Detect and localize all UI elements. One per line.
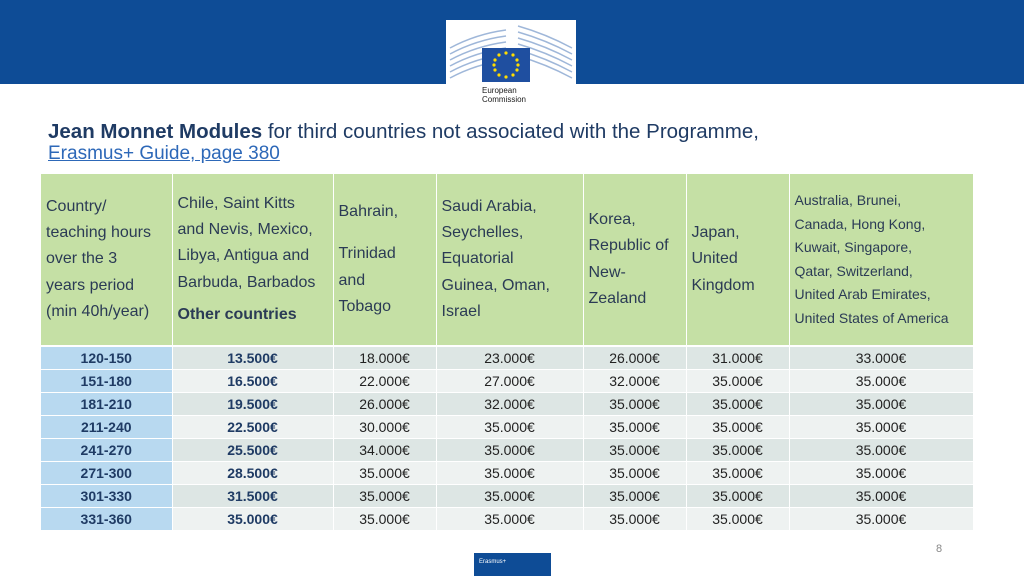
amount-cell: 26.000€ [333,393,436,416]
table-body [41,347,973,531]
table-header-row [41,174,973,345]
ec-building-icon [446,20,576,86]
amount-cell: 35.000€ [686,462,789,485]
table-row [41,347,973,370]
hours-range-cell: 241-270 [41,439,172,462]
amount-cell: 35.000€ [583,393,686,416]
funding-table [41,174,974,531]
amount-cell: 35.000€ [686,485,789,508]
amount-cell: 35.000€ [436,508,583,531]
amount-cell: 34.000€ [333,439,436,462]
european-commission-logo [446,20,576,108]
header-korea-group: Korea, Republic of New- Zealand [583,174,686,345]
table-row [41,416,973,439]
header-chile-group: Chile, Saint Kitts and Nevis, Mexico, Libya, Antigua and Barbuda, Barbados Other countries [172,174,333,345]
amount-cell: 35.000€ [172,508,333,531]
amount-cell: 35.000€ [686,370,789,393]
amount-cell: 26.000€ [583,347,686,370]
amount-cell: 28.500€ [172,462,333,485]
page-number: 8 [936,543,943,555]
table-row [41,393,973,416]
amount-cell: 35.000€ [583,508,686,531]
hours-range-cell: 181-210 [41,393,172,416]
table-row [41,508,973,531]
amount-cell: 35.000€ [436,485,583,508]
other-countries-label: Other countries [177,305,297,323]
amount-cell: 35.000€ [686,508,789,531]
amount-cell: 35.000€ [789,416,973,439]
hours-range-cell: 211-240 [41,416,172,439]
amount-cell: 33.000€ [789,347,973,370]
amount-cell: 31.500€ [172,485,333,508]
hours-range-cell: 331-360 [41,508,172,531]
amount-cell: 35.000€ [789,393,973,416]
erasmus-footer-badge [474,553,551,576]
amount-cell: 22.500€ [172,416,333,439]
amount-cell: 25.500€ [172,439,333,462]
amount-cell: 18.000€ [333,347,436,370]
amount-cell: 35.000€ [583,485,686,508]
amount-cell: 35.000€ [333,508,436,531]
slide-title [48,120,759,144]
amount-cell: 16.500€ [172,370,333,393]
amount-cell: 22.000€ [333,370,436,393]
amount-cell: 35.000€ [333,462,436,485]
footer-label: Erasmus+ [479,559,507,565]
title-rest: for third countries not associated with the Programme, [262,120,759,143]
header-japan-group: Japan, United Kingdom [686,174,789,345]
logo-text: European Commission [482,86,527,104]
erasmus-guide-link[interactable]: Erasmus+ Guide, page 380 [48,143,280,164]
table-row [41,462,973,485]
hours-range-cell: 301-330 [41,485,172,508]
header-australia-group: Australia, Brunei, Canada, Hong Kong, Kuwait, Singapore, Qatar, Switzerland, United Arab Emirates, United States of America [789,174,973,345]
amount-cell: 13.500€ [172,347,333,370]
amount-cell: 19.500€ [172,393,333,416]
hours-range-cell: 151-180 [41,370,172,393]
amount-cell: 35.000€ [789,439,973,462]
amount-cell: 35.000€ [436,416,583,439]
amount-cell: 35.000€ [686,393,789,416]
amount-cell: 35.000€ [436,462,583,485]
amount-cell: 23.000€ [436,347,583,370]
amount-cell: 27.000€ [436,370,583,393]
hours-range-cell: 120-150 [41,347,172,370]
amount-cell: 30.000€ [333,416,436,439]
amount-cell: 35.000€ [686,439,789,462]
amount-cell: 35.000€ [436,439,583,462]
table-row [41,370,973,393]
title-bold: Jean Monnet Modules [48,120,263,143]
amount-cell: 35.000€ [333,485,436,508]
header-saudi-group: Saudi Arabia, Seychelles, Equatorial Guinea, Oman, Israel [436,174,583,345]
hours-range-cell: 271-300 [41,462,172,485]
amount-cell: 35.000€ [583,416,686,439]
header-bahrain-group: Bahrain, Trinidad and Tobago [333,174,436,345]
amount-cell: 32.000€ [583,370,686,393]
header-country-hours: Country/ teaching hours over the 3 years period (min 40h/year) [41,174,172,345]
amount-cell: 35.000€ [583,462,686,485]
amount-cell: 35.000€ [789,508,973,531]
amount-cell: 31.000€ [686,347,789,370]
amount-cell: 35.000€ [789,485,973,508]
table-row [41,485,973,508]
amount-cell: 35.000€ [686,416,789,439]
table-row [41,439,973,462]
amount-cell: 35.000€ [583,439,686,462]
amount-cell: 35.000€ [789,462,973,485]
amount-cell: 35.000€ [789,370,973,393]
amount-cell: 32.000€ [436,393,583,416]
